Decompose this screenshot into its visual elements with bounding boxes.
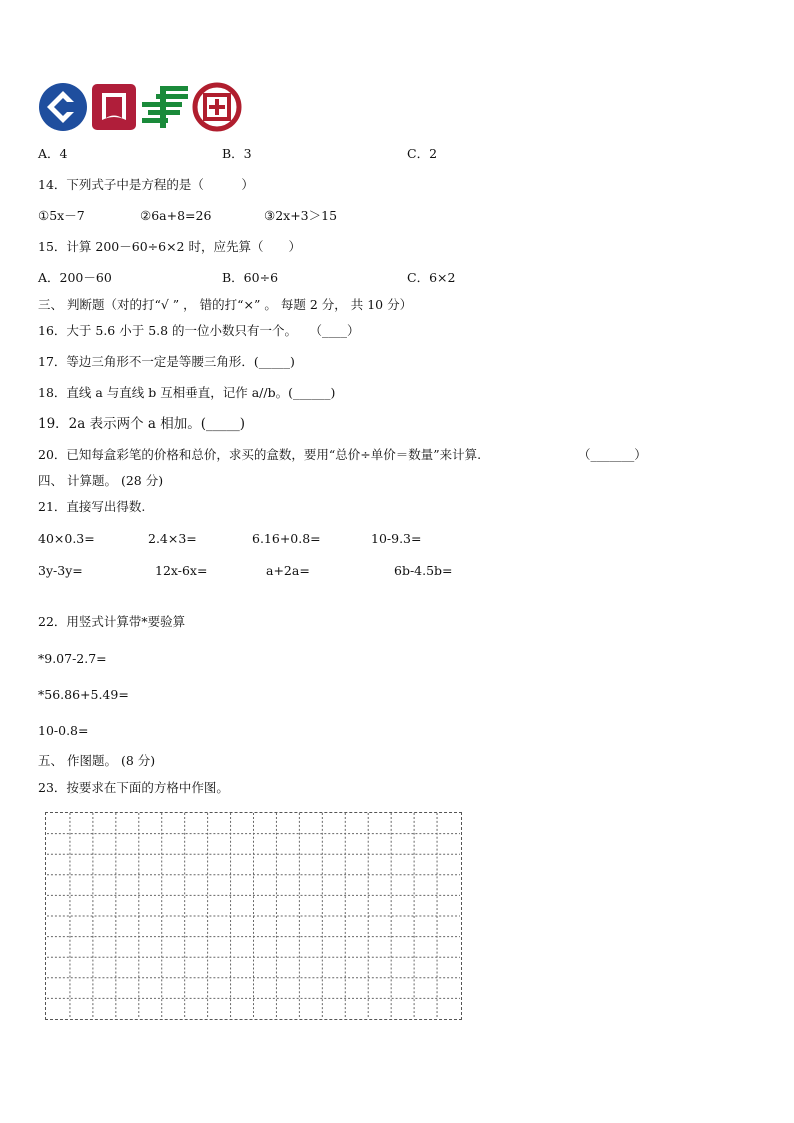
- section-5-heading: 五、 作图题。 (8 分): [38, 753, 156, 768]
- q15-stem: 15．计算 200－60÷6×2 时，应先算（ ）: [38, 239, 301, 254]
- q18: 18．直线 a 与直线 b 互相垂直，记作 a//b。(______): [38, 385, 336, 400]
- china-post-logo: [142, 84, 190, 130]
- section-4-heading: 四、 计算题。 (28 分): [38, 473, 164, 488]
- q20-blank: （_______）: [578, 447, 647, 462]
- q15-option-c: C．6×2: [407, 270, 456, 285]
- q14-stem: 14．下列式子中是方程的是（ ）: [38, 177, 254, 192]
- q19: 19．2a 表示两个 a 相加。(_____): [38, 416, 246, 432]
- q15-option-a: A．200－60: [38, 270, 112, 285]
- q21-r2-c1: 3y-3y=: [38, 563, 83, 578]
- q14-option-3: ③2x+3＞15: [264, 208, 338, 223]
- q16: 16．大于 5.6 小于 5.8 的一位小数只有一个。 （____）: [38, 323, 360, 338]
- q22-item-2: *56.86+5.49=: [38, 687, 129, 702]
- q22-item-3: 10-0.8=: [38, 723, 89, 738]
- q13-option-b: B．3: [222, 146, 252, 161]
- q22-item-1: *9.07-2.7=: [38, 651, 107, 666]
- bank-of-communications-logo: [38, 82, 88, 132]
- q21-r2-c3: a+2a=: [266, 563, 310, 578]
- q21-r1-c1: 40×0.3=: [38, 531, 95, 546]
- drawing-grid[interactable]: [45, 812, 462, 1020]
- q20-text: 20．已知每盒彩笔的价格和总价，求买的盒数，要用“总价÷单价＝数量”来计算.: [38, 447, 482, 462]
- q13-option-a: A．4: [38, 146, 68, 161]
- section-3-heading: 三、 判断题（对的打“√ ” ， 错的打“×” 。 每题 2 分， 共 10 分）: [38, 297, 413, 312]
- icbc-logo: [192, 82, 242, 132]
- q21-stem: 21．直接写出得数.: [38, 499, 146, 514]
- q22-stem: 22．用竖式计算带*要验算: [38, 614, 186, 629]
- q23-stem: 23．按要求在下面的方格中作图。: [38, 780, 229, 795]
- q21-r2-c2: 12x-6x=: [155, 563, 208, 578]
- q15-option-b: B．60÷6: [222, 270, 279, 285]
- q14-option-1: ①5x－7: [38, 208, 85, 223]
- q13-option-c: C．2: [407, 146, 438, 161]
- q21-r1-c2: 2.4×3=: [148, 531, 197, 546]
- china-development-bank-logo: [92, 84, 136, 130]
- q21-r1-c4: 10-9.3=: [371, 531, 422, 546]
- q21-r2-c4: 6b-4.5b=: [394, 563, 453, 578]
- q21-r1-c3: 6.16+0.8=: [252, 531, 321, 546]
- q14-option-2: ②6a+8=26: [140, 208, 212, 223]
- q17: 17．等边三角形不一定是等腰三角形．(_____): [38, 354, 295, 369]
